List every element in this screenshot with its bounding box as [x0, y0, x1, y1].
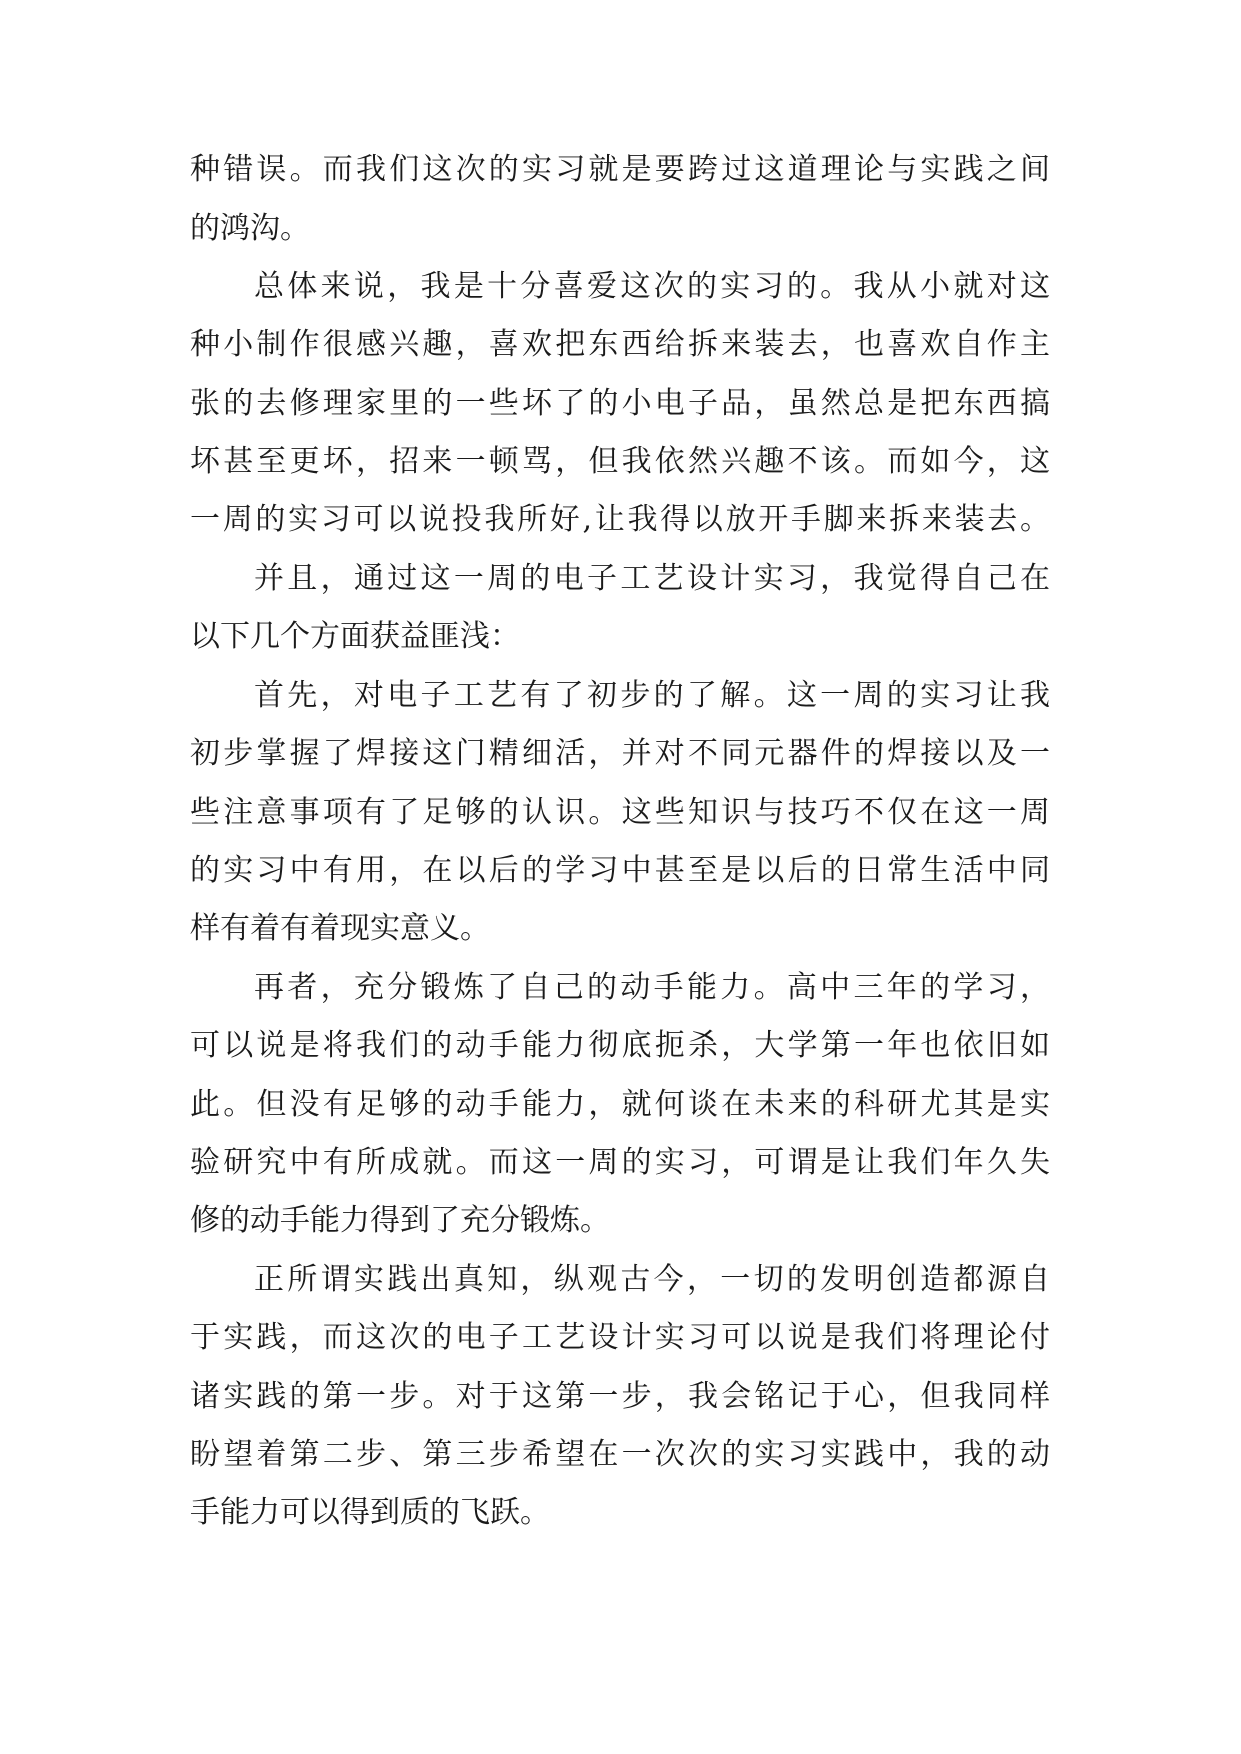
paragraph-line: 正所谓实践出真知，纵观古今，一切的发明创造都源自 — [254, 1262, 1050, 1297]
paragraph-line: 首先，对电子工艺有了初步的了解。这一周的实习让我 — [254, 678, 1050, 713]
paragraph-line: 的鸿沟。 — [190, 211, 310, 246]
paragraph-line: 种小制作很感兴趣，喜欢把东西给拆来装去，也喜欢自作主 — [190, 327, 1050, 362]
paragraph-line: 盼望着第二步、第三步希望在一次次的实习实践中，我的动 — [190, 1437, 1050, 1472]
paragraph-line: 验研究中有所成就。而这一周的实习，可谓是让我们年久失 — [190, 1145, 1050, 1180]
paragraph-line: 一周的实习可以说投我所好,让我得以放开手脚来拆来装去。 — [190, 502, 1050, 537]
paragraph-line: 的实习中有用，在以后的学习中甚至是以后的日常生活中同 — [190, 853, 1050, 888]
paragraph-line: 样有着有着现实意义。 — [190, 911, 490, 946]
paragraph-line: 此。但没有足够的动手能力，就何谈在未来的科研尤其是实 — [190, 1087, 1050, 1122]
paragraph-line: 于实践，而这次的电子工艺设计实习可以说是我们将理论付 — [190, 1320, 1050, 1355]
paragraph-line: 总体来说，我是十分喜爱这次的实习的。我从小就对这 — [254, 269, 1050, 304]
paragraph-line: 坏甚至更坏，招来一顿骂，但我依然兴趣不该。而如今，这 — [190, 444, 1050, 479]
paragraph-line: 诸实践的第一步。对于这第一步，我会铭记于心，但我同样 — [190, 1379, 1050, 1414]
paragraph-line: 手能力可以得到质的飞跃。 — [190, 1495, 550, 1530]
paragraph-line: 张的去修理家里的一些坏了的小电子品，虽然总是把东西搞 — [190, 386, 1050, 421]
paragraph-line: 修的动手能力得到了充分锻炼。 — [190, 1203, 610, 1238]
paragraph-line: 些注意事项有了足够的认识。这些知识与技巧不仅在这一周 — [190, 795, 1050, 830]
paragraph-line: 可以说是将我们的动手能力彻底扼杀，大学第一年也依旧如 — [190, 1028, 1050, 1063]
paragraph-line: 并且，通过这一周的电子工艺设计实习，我觉得自己在 — [254, 561, 1050, 596]
paragraph-line: 再者，充分锻炼了自己的动手能力。高中三年的学习， — [254, 970, 1050, 1005]
paragraph-line: 以下几个方面获益匪浅： — [190, 619, 520, 654]
paragraph-line: 初步掌握了焊接这门精细活，并对不同元器件的焊接以及一 — [190, 736, 1050, 771]
paragraph-line: 种错误。而我们这次的实习就是要跨过这道理论与实践之间 — [190, 152, 1050, 187]
